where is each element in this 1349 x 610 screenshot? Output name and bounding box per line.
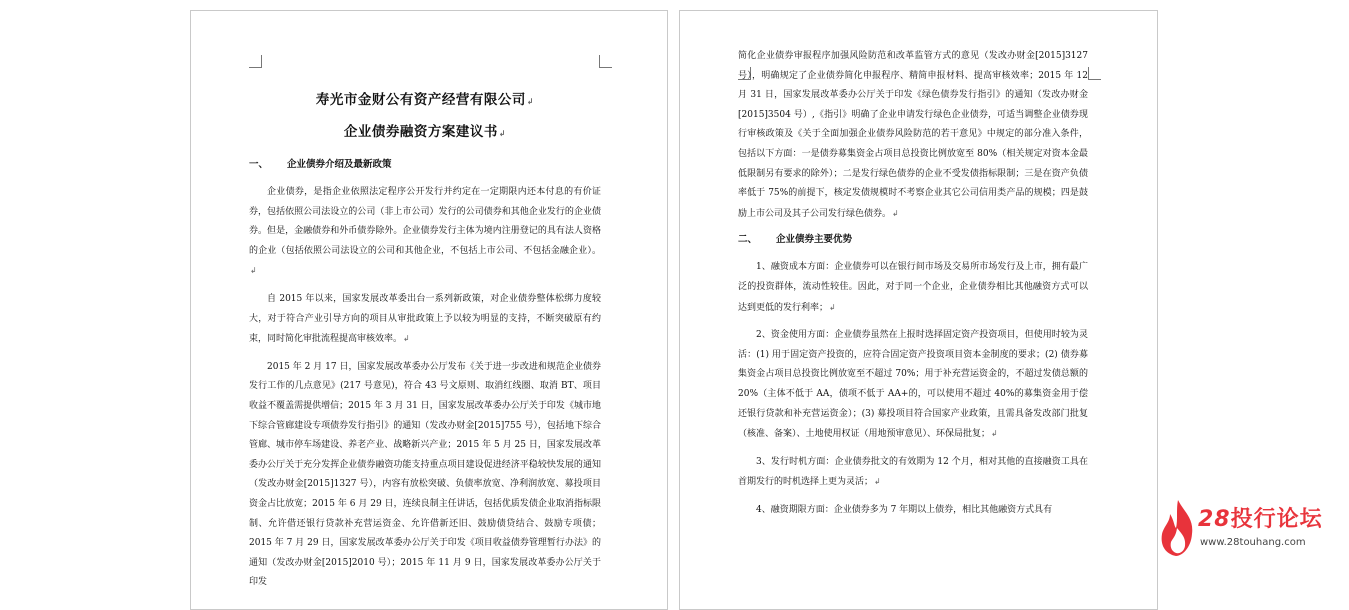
body-paragraph[interactable]: 2、资金使用方面：企业债券虽然在上报时选择固定资产投资项目，但使用时较为灵活：(1) 用于固定资产投资的，应符合固定资产投资项目资本金制度的要求；(2) 债券募集资金占项目总投资比例放宽至不超过 70%；用于补充营运资金的，不超过发债总额的 20%（主体不低于 AA，债项不低于 AA+的，可以使用不超过 40%的募集资金用于偿还银行贷款和补充营运资金）；(3) 募投项目符合国家产业政策，且需具备发改部门批复（核准、备案）、土地使用权证（用地预审意见）、环保局批复；↲ [738,330,1088,440]
site-watermark-logo [1158,496,1328,558]
margin-corner-mark [249,55,262,68]
logo-wordmark: 28投行论坛 [1198,507,1323,532]
flame-icon [1158,498,1198,558]
body-paragraph[interactable]: 1、融资成本方面：企业债券可以在银行间市场及交易所市场发行及上市，拥有最广泛的投资群体，流动性较佳。因此，对于同一个企业，企业债券相比其他融资方式可以达到更低的发行利率；↲ [738,262,1088,313]
body-paragraph[interactable]: 4、融资期限方面：企业债券多为 7 年期以上债券，相比其他融资方式具有 [756,504,1053,515]
margin-corner-mark [1088,67,1101,80]
page-body [738,47,1088,528]
body-paragraph[interactable]: 企业债券，是指企业依照法定程序公开发行并约定在一定期限内还本付息的有价证券，包括依照公司法设立的公司（非上市公司）发行的公司债券和其他企业发行的企业债券。但是，金融债券和外币债券除外。企业债券发行主体为境内注册登记的具有法人资格的企业（包括依照公司法设立的公司和其他企业，不包括上市公司、不包括金融企业）。↲ [249,187,601,276]
body-paragraph-continued[interactable]: 简化企业债券审报程序加强风险防范和改革监管方式的意见（发改办财金[2015]3127 号），明确规定了企业债券简化申报程序、精简申报材料、提高审核效率；2015 年 12 月 31 日，国家发展改革委办公厅关于印发《绿色债券发行指引》的通知（发改办财金[2015]3504 号）,《指引》明确了企业申请发行绿色企业债券，可适当调整企业债券现行审核政策及《关于全面加强企业债券风险防范的若干意见》中规定的部分准入条件，包括以下方面：一是债券募集资金占项目总投资比例放宽至 80%（相关规定对资本金最低限制另有要求的除外）；二是发行绿色债券的企业不受发债指标限制；三是在资产负债率低于 75%的前提下，核定发债规模时不考察企业其它公司信用类产品的规模；四是鼓励上市公司及其子公司发行绿色债券。↲ [738,51,1088,219]
document-page-right [679,10,1158,610]
document-subtitle[interactable]: 企业债券融资方案建议书↲ [343,124,507,140]
margin-corner-mark [599,55,612,68]
logo-url: www.28touhang.com [1200,537,1306,548]
section-heading-2[interactable]: 二、 企业债券主要优势 [738,234,853,246]
body-paragraph[interactable]: 自 2015 年以来，国家发展改革委出台一系列新政策，对企业债券整体松绑力度较大，对于符合产业引导方向的项目从审批政策上予以较为明显的支持，不断突破原有约束，同时简化审批流程提高审核效率。↲ [249,293,601,345]
document-title[interactable]: 寿光市金财公有资产经营有限公司↲ [315,92,535,108]
section-heading-1[interactable]: 一、 企业债券介绍及最新政策 [249,159,392,170]
body-paragraph[interactable]: 2015 年 2 月 17 日，国家发展改革委办公厅发布《关于进一步改进和规范企业债券发行工作的几点意见》(217 号意见)，符合 43 号文原则、取消红线圈、取消 BT、项目收益不覆盖需提供增信；2015 年 3 月 31 日，国家发展改革委办公厅关于印发《城市地下综合管廊建设专项债券发行指引》的通知（发改办财金[2015]755 号），包括地下综合管廊、城市停车场建设、养老产业、战略新兴产业；2015 年 5 月 25 日，国家发展改革委办公厅关于充分发挥企业债券融资功能支持重点项目建设促进经济平稳较快发展的通知（发改办财金[2015]1327 号），内容有放松突破、负债率放宽、净利润放宽、募投项目资金占比放宽；2015 年 6 月 29 日，连续良制主任讲话，包括优质发债企业取消指标限制、允许借还银行贷款补充营运资金、允许借新还旧、鼓励债贷结合、鼓励专项债；2015 年 7 月 29 日，国家发展改革委办公厅关于印发《项目收益债券管理暂行办法》的通知（发改办财金[2015]2010 号）；2015 年 11 月 9 日，国家发展改革委办公厅关于印发 [249,361,601,588]
page-body [249,91,601,601]
body-paragraph[interactable]: 3、发行时机方面：企业债券批文的有效期为 12 个月，相对其他的直接融资工具在首期发行的时机选择上更为灵活；↲ [738,456,1088,488]
document-page-left [190,10,668,610]
